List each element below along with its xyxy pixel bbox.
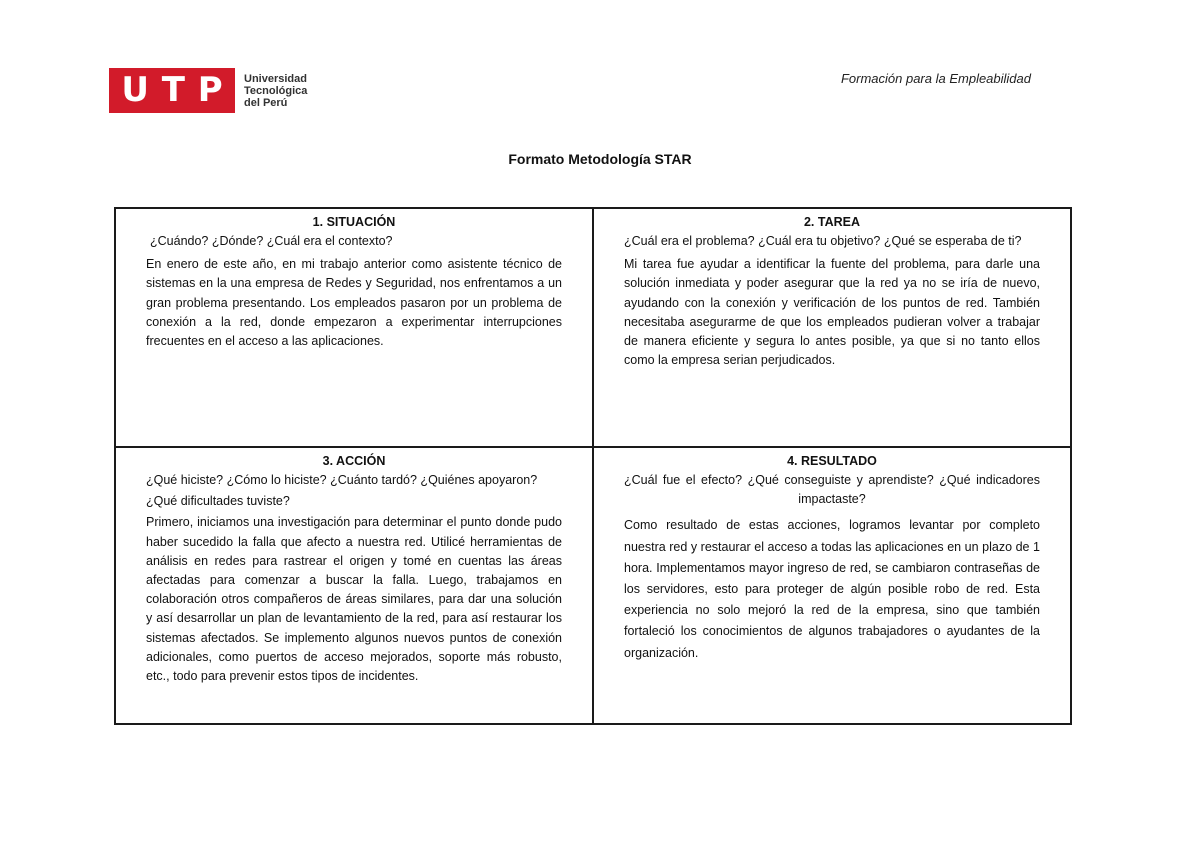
utp-logo — [109, 68, 308, 113]
logo-letter-u: U — [121, 70, 149, 110]
cell-title: 3. ACCIÓN — [322, 454, 386, 468]
star-table — [114, 207, 1072, 725]
cell-question: ¿Cuál era el problema? ¿Cuál era tu objetivo? ¿Qué se esperaba de ti? — [624, 234, 1022, 248]
cell-answer: Como resultado de estas acciones, logramos levantar por completo nuestra red y restaurar el acceso a todas las aplicaciones en un plazo de 1 hora. Implementamos mayor ingreso de red, se cambiaron contraseñas de los servidores, esto para proteger de algún posible robo de red. Esta experiencia no solo mejoró la red de la empresa, sino que también fortaleció los conocimientos de algunos trabajadores o ayudantes de la organización. — [624, 518, 1040, 660]
cell-question: ¿Cuándo? ¿Dónde? ¿Cuál era el contexto? — [150, 234, 393, 248]
cell-question: ¿Qué dificultades tuviste? — [146, 494, 290, 509]
cell-question: ¿Cuál fue el efecto? ¿Qué conseguiste y aprendiste? ¿Qué indicadores impactaste? — [624, 473, 1040, 507]
cell-title: 2. TAREA — [803, 215, 861, 229]
star-cell-resultado — [594, 448, 1070, 723]
star-cell-situacion — [116, 209, 594, 448]
cell-question: ¿Qué hiciste? ¿Cómo lo hiciste? ¿Cuánto tardó? ¿Quiénes apoyaron? — [146, 473, 538, 487]
header-tagline: Formación para la Empleabilidad — [840, 71, 1031, 86]
utp-logo-mark — [109, 68, 235, 113]
cell-title: 4. RESULTADO — [787, 454, 877, 468]
cell-title: 1. SITUACIÓN — [312, 215, 396, 229]
cell-answer: Mi tarea fue ayudar a identificar la fuente del problema, para darle una solución inmediata y poder asegurar que la red ya no se iría de nuevo, ayudando con la conexión y verificación de los puntos de red. También necesitaba asegurarme de que los empleados pudieran volver a trabajar de manera eficiente y segura lo antes posible, ya que si no tanto ellos como la empresa serian perjudicados. — [624, 257, 1040, 368]
logo-letter-p: P — [197, 70, 223, 110]
utp-logo-wordmark — [244, 72, 308, 109]
logo-line-2: Tecnológica — [244, 84, 308, 97]
cell-answer: Primero, iniciamos una investigación para determinar el punto donde pudo haber sucedido la falla que afecto a nuestra red. Utilicé herramientas de análisis en redes para rastrear el origen y tomé en cuentas las áreas afectadas para comenzar a buscar la falla. Luego, trabajamos en colaboración otros compañeros de áreas similares, para dar una solución y así desarrollar un plan de levantamiento de la red, para así restaurar los sistemas afectados. Se implemento algunos nuevos puntos de conexión adicionales, como puertos de acceso mejorados, soporte más robusto, etc., todo para prevenir estos tipos de incidentes. — [146, 515, 562, 684]
document-title: Formato Metodología STAR — [508, 151, 692, 167]
logo-line-3: del Perú — [244, 96, 288, 109]
logo-line-1: Universidad — [244, 72, 307, 85]
cell-answer: En enero de este año, en mi trabajo anterior como asistente técnico de sistemas en la una empresa de Redes y Seguridad, nos enfrentamos a un gran problema presentando. Los empleados pasaron por un problema de conexión a la red, donde empezaron a experimentar interrupciones frecuentes en el acceso a las aplicaciones. — [146, 257, 562, 349]
star-cell-tarea — [594, 209, 1070, 448]
logo-letter-t: T — [161, 70, 185, 110]
star-cell-accion — [116, 448, 594, 723]
